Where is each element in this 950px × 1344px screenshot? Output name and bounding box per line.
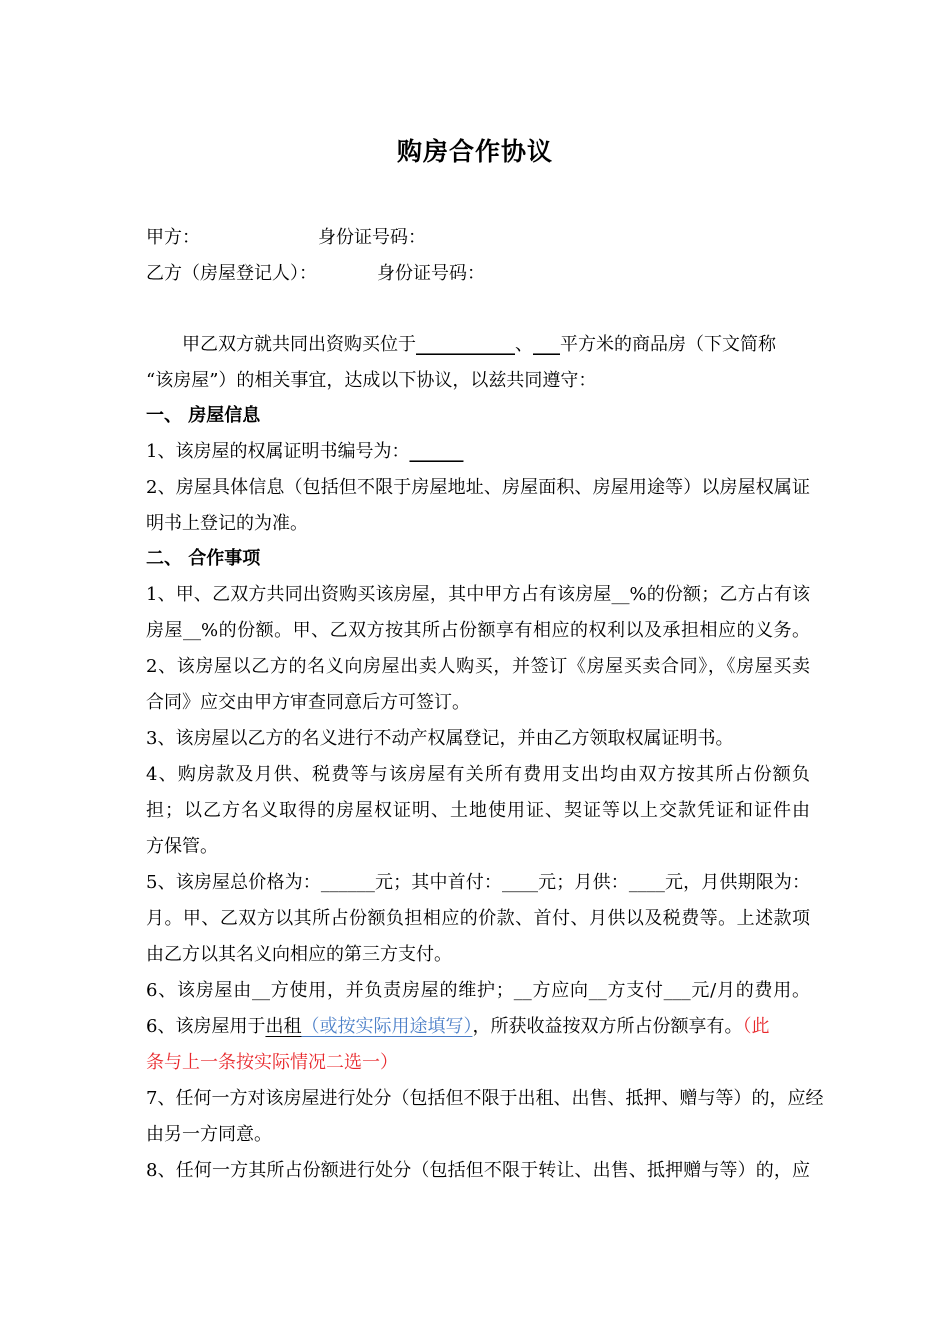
section2-item2-line1: 2、该房屋以乙方的名义向房屋出卖人购买，并签订《房屋买卖合同》，《房屋买卖 <box>146 656 810 677</box>
certificate-number-blank: ______ <box>409 441 464 462</box>
intro-paragraph-line2: “该房屋”）的相关事宜，达成以下协议，以兹共同遵守： <box>146 370 597 391</box>
section2-item4-line2: 担；以乙方名义取得的房屋权证明、土地使用证、契证等以上交款凭证和证件由 <box>146 800 810 821</box>
section2-heading: 二、 合作事项 <box>146 548 261 569</box>
section2-item5-line1: 5、该房屋总价格为：______元；其中首付：____元；月供：____元，月供期限为： <box>146 872 810 893</box>
intro-paragraph-line1: 甲乙双方就共同出资购买位于___________、___平方米的商品房（下文简称 <box>182 334 776 355</box>
section2-item5-line3: 由乙方以其名义向相应的第三方支付。 <box>146 944 452 965</box>
choose-one-note: （此 <box>742 1016 770 1037</box>
section2-item3: 3、该房屋以乙方的名义进行不动产权属登记，并由乙方领取权属证明书。 <box>146 728 734 749</box>
party-b-line <box>146 262 810 286</box>
party-b-id-label: 身份证号码： <box>377 263 485 284</box>
party-a-id-label: 身份证号码： <box>318 227 426 248</box>
section2-item7-line1: 7、任何一方对该房屋进行处分（包括但不限于出租、出售、抵押、赠与等）的，应经 <box>146 1088 824 1109</box>
usage-fill-link[interactable]: （或按实际用途填写） <box>301 1016 473 1037</box>
section1-item2-line2: 明书上登记的为准。 <box>146 513 308 534</box>
section1-heading: 一、 房屋信息 <box>146 405 261 426</box>
section2-item7-line2: 由另一方同意。 <box>146 1124 272 1145</box>
section2-item1-line1: 1、甲、乙双方共同出资购买该房屋，其中甲方占有该房屋__%的份额；乙方占有该 <box>146 584 810 605</box>
section2-item4-line3: 方保管。 <box>146 836 218 857</box>
section2-item5-line2: 月。甲、乙双方以其所占份额负担相应的价款、首付、月供以及税费等。上述款项 <box>146 908 810 929</box>
location-blank: ___________ <box>416 334 515 355</box>
section1-item2-line1: 2、房屋具体信息（包括但不限于房屋地址、房屋面积、房屋用途等）以房屋权属证 <box>146 477 810 498</box>
section2-item6a: 6、该房屋由__方使用，并负责房屋的维护；__方应向__方支付___元/月的费用。 <box>146 980 810 1001</box>
choose-one-note-line2: 条与上一条按实际情况二选一） <box>146 1052 398 1073</box>
section1-item1: 1、该房屋的权属证明书编号为：______ <box>146 441 464 462</box>
section2-item8-line1: 8、任何一方其所占份额进行处分（包括但不限于转让、出售、抵押赠与等）的，应 <box>146 1160 810 1181</box>
document-title: 购房合作协议 <box>396 137 553 166</box>
party-a-line <box>146 226 810 250</box>
section2-item4-line1: 4、购房款及月供、税费等与该房屋有关所有费用支出均由双方按其所占份额负 <box>146 764 810 785</box>
section2-item6b-line1: 6、该房屋用于出租（或按实际用途填写），所获收益按双方所占份额享有。（此 <box>146 1016 770 1037</box>
section2-item2-line2: 合同》应交由甲方审查同意后方可签订。 <box>146 692 470 713</box>
usage-underlined: 出租 <box>265 1016 302 1037</box>
party-a-label: 甲方： <box>146 227 200 248</box>
party-b-label: 乙方（房屋登记人）： <box>146 263 317 284</box>
section2-item1-line2: 房屋__%的份额。甲、乙双方按其所占份额享有相应的权利以及承担相应的义务。 <box>146 620 810 641</box>
area-blank: ___ <box>533 334 560 355</box>
